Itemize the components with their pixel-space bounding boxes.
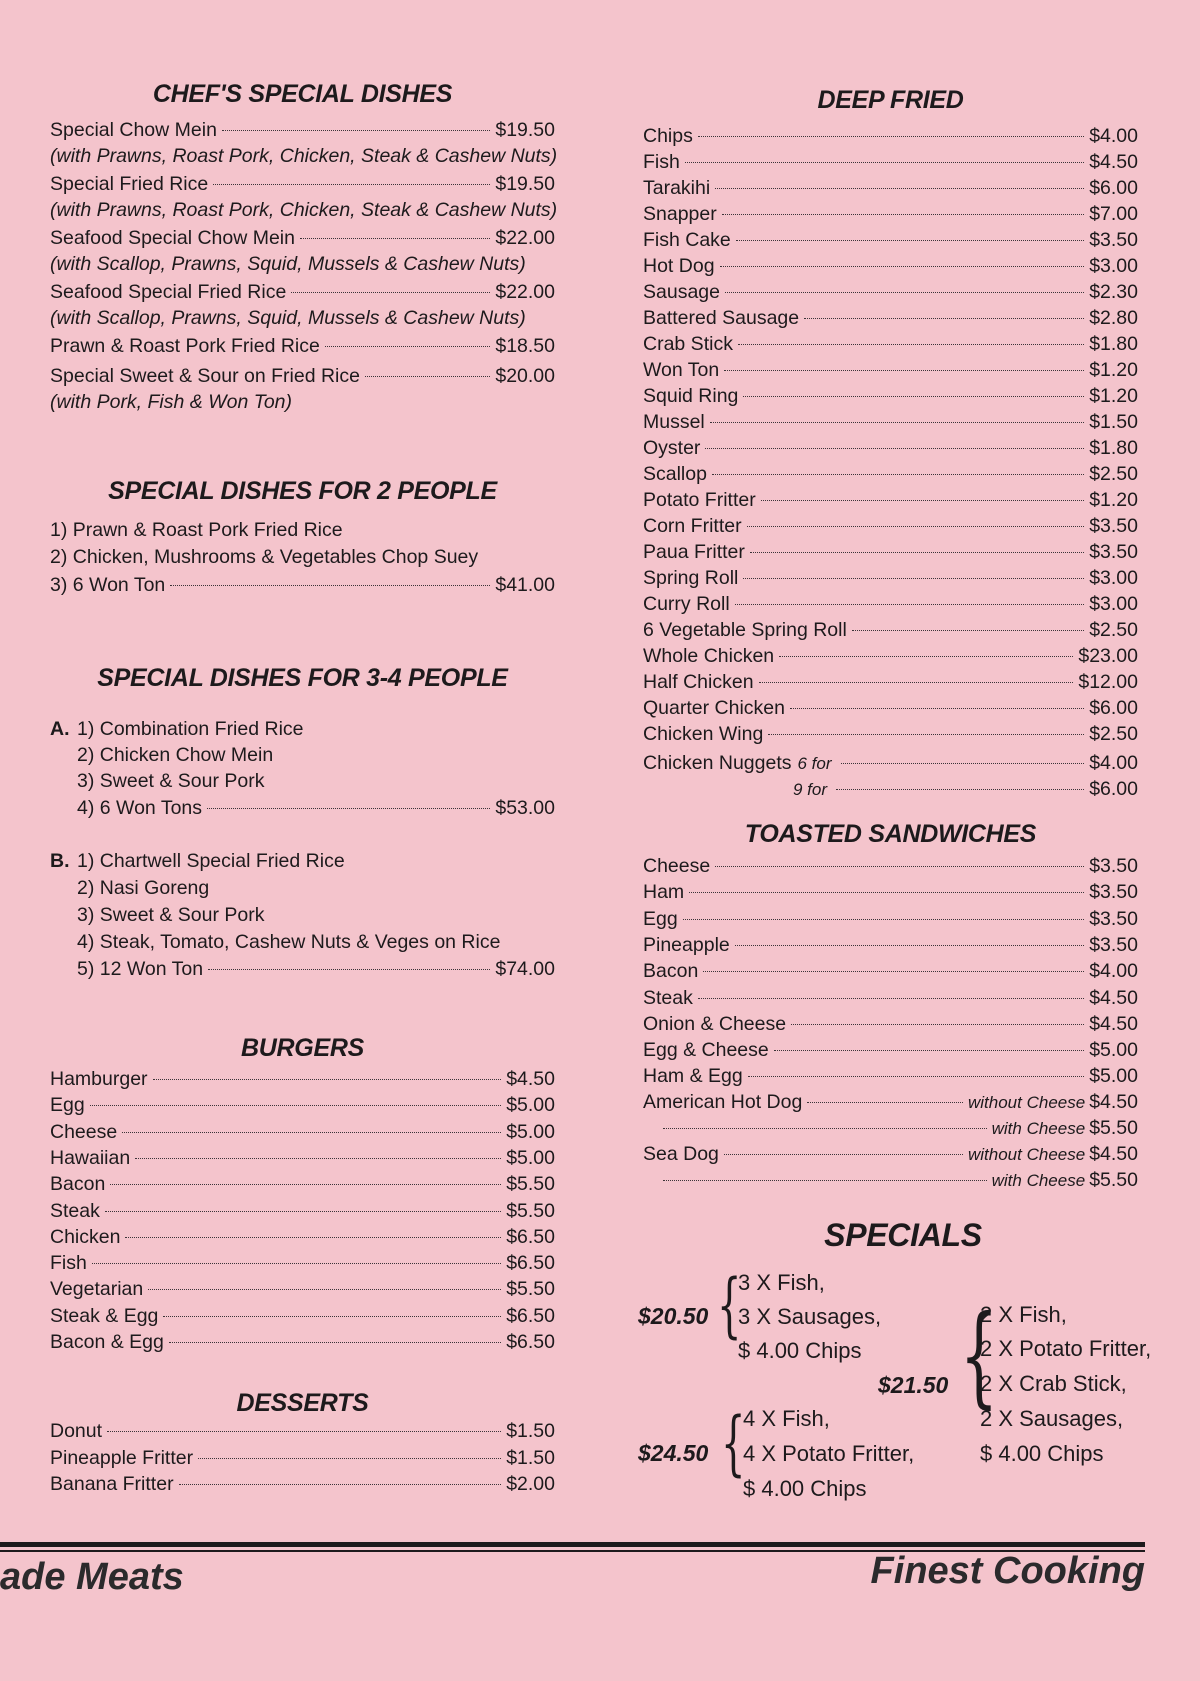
option-b-price: $74.00 (495, 958, 555, 980)
item-name: Steak (50, 1199, 100, 1222)
menu-row (50, 1147, 555, 1171)
leader-dots (125, 1237, 501, 1238)
menu-row (643, 645, 1138, 669)
leader-dots (710, 422, 1084, 423)
menu-row (643, 619, 1138, 643)
menu-row (643, 960, 1138, 984)
item-price: $6.50 (506, 1225, 555, 1248)
option-a-line-4: 4) 6 Won Tons (77, 797, 203, 819)
sea-dog-name: Sea Dog (643, 1143, 719, 1165)
option-b-line-3: 3) Sweet & Sour Pork (77, 904, 265, 926)
two-people-price: $41.00 (495, 574, 555, 596)
special-1-price: $20.50 (638, 1303, 709, 1329)
american-hot-dog-row-2 (663, 1117, 1138, 1141)
menu-row (50, 281, 555, 305)
leader-dots (790, 708, 1084, 709)
item-price: $1.50 (506, 1420, 555, 1442)
item-price: $5.00 (506, 1094, 555, 1117)
item-price: $22.00 (495, 281, 555, 303)
item-price: $6.50 (506, 1304, 555, 1327)
menu-row (50, 1252, 555, 1276)
item-price: $4.50 (1089, 151, 1138, 173)
item-price: $2.80 (1089, 307, 1138, 329)
menu-row (643, 593, 1138, 617)
item-name: Pineapple Fritter (50, 1446, 194, 1469)
item-description: (with Scallop, Prawns, Squid, Mussels & Cashew Nuts) (50, 253, 526, 275)
option-a-label: A. (50, 718, 70, 740)
item-name: Spring Roll (643, 567, 739, 589)
item-name: Hamburger (50, 1068, 148, 1090)
item-name: Chicken Wing (643, 723, 764, 745)
item-price: $5.50 (506, 1199, 555, 1222)
special-2-line-1: 2 X Fish, (980, 1302, 1067, 1327)
deep-fried-title: DEEP FRIED (817, 86, 964, 114)
option-b-last-row (77, 958, 555, 982)
item-description: (with Prawns, Roast Pork, Chicken, Steak & Cashew Nuts) (50, 145, 558, 167)
option-a-price: $53.00 (495, 797, 555, 819)
american-hot-dog-row-1 (643, 1091, 1138, 1115)
item-price: $5.00 (1089, 1039, 1138, 1062)
leader-dots (698, 998, 1084, 999)
menu-row (50, 119, 555, 143)
item-name: Bacon & Egg (50, 1331, 164, 1353)
leader-dots (163, 1316, 501, 1317)
two-people-title: SPECIAL DISHES FOR 2 PEOPLE (108, 477, 497, 505)
menu-row (643, 489, 1138, 513)
menu-row (643, 151, 1138, 175)
menu-row (50, 1305, 555, 1329)
item-price: $5.50 (506, 1173, 555, 1196)
menu-row (643, 255, 1138, 279)
item-name: Whole Chicken (643, 645, 775, 667)
desserts-title: DESSERTS (236, 1389, 369, 1417)
item-price: $3.50 (1089, 933, 1138, 956)
item-name: Snapper (643, 203, 717, 225)
menu-row (643, 307, 1138, 331)
item-name: Cheese (643, 855, 711, 877)
leader-dots (724, 1154, 963, 1155)
sea-dog-row-1 (643, 1143, 1138, 1167)
option-b-line-5: 5) 12 Won Ton (77, 958, 204, 980)
item-price: $2.00 (506, 1473, 555, 1495)
hot-dog-price-1: $4.50 (1089, 1091, 1138, 1113)
item-name: Donut (50, 1420, 103, 1442)
hot-dog-price-2: $5.50 (1089, 1117, 1138, 1139)
item-price: $5.00 (1089, 1065, 1138, 1088)
leader-dots (365, 376, 490, 377)
item-name: Hot Dog (643, 255, 715, 277)
footer-right-slogan: Finest Cooking (870, 1550, 1145, 1592)
leader-dots (170, 585, 490, 586)
leader-dots (836, 789, 1084, 790)
leader-dots (698, 136, 1084, 137)
item-name: Steak (643, 986, 693, 1009)
leader-dots (779, 656, 1073, 657)
leader-dots (685, 162, 1084, 163)
option-b-line-4: 4) Steak, Tomato, Cashew Nuts & Veges on Rice (77, 931, 501, 953)
item-name: Hawaiian (50, 1146, 131, 1169)
menu-row (643, 437, 1138, 461)
item-name: Egg (643, 907, 678, 930)
leader-dots (105, 1211, 501, 1212)
leader-dots (715, 866, 1084, 867)
menu-row (50, 1068, 555, 1092)
two-people-line-2: 2) Chicken, Mushrooms & Vegetables Chop Suey (50, 546, 479, 568)
special-1-brace: { (717, 1264, 742, 1346)
item-name: Special Sweet & Sour on Fried Rice (50, 365, 360, 387)
item-price: $3.50 (1089, 855, 1138, 877)
leader-dots (725, 292, 1084, 293)
menu-row (643, 359, 1138, 383)
leader-dots (791, 1024, 1084, 1025)
menu-row (643, 855, 1138, 879)
item-price: $1.20 (1089, 359, 1138, 381)
menu-row (643, 177, 1138, 201)
two-people-last-row (50, 574, 555, 598)
footer-rule (0, 1542, 1145, 1547)
leader-dots (169, 1342, 501, 1343)
special-3-line-3: $ 4.00 Chips (743, 1476, 867, 1501)
item-name: Squid Ring (643, 385, 739, 407)
leader-dots (743, 396, 1084, 397)
item-price: $3.50 (1089, 229, 1138, 251)
leader-dots (715, 188, 1084, 189)
option-a-line-1: 1) Combination Fried Rice (77, 718, 304, 740)
nuggets-note-1: 6 for (797, 754, 832, 773)
leader-dots (759, 682, 1074, 683)
item-price: $4.00 (1089, 960, 1138, 983)
sea-dog-row-2 (663, 1169, 1138, 1193)
item-price: $4.50 (506, 1068, 555, 1090)
leader-dots (738, 344, 1084, 345)
leader-dots (92, 1263, 501, 1264)
leader-dots (736, 240, 1084, 241)
special-2-line-2: 2 X Potato Fritter, (980, 1336, 1152, 1361)
item-name: Fish Cake (643, 229, 731, 251)
item-price: $4.50 (1089, 986, 1138, 1009)
item-name: Won Ton (643, 359, 720, 381)
leader-dots (107, 1431, 501, 1432)
menu-row (50, 335, 555, 359)
item-price: $23.00 (1078, 645, 1138, 667)
item-name: Crab Stick (643, 333, 733, 355)
item-price: $5.00 (506, 1146, 555, 1169)
leader-dots (663, 1180, 987, 1181)
leader-dots (735, 604, 1085, 605)
item-price: $3.50 (1089, 541, 1138, 563)
item-price: $4.50 (1089, 1012, 1138, 1035)
leader-dots (807, 1102, 963, 1103)
leader-dots (747, 526, 1085, 527)
leader-dots (720, 266, 1085, 267)
leader-dots (325, 346, 491, 347)
item-name: Cheese (50, 1120, 118, 1143)
special-2-line-3: 2 X Crab Stick, (980, 1371, 1127, 1396)
item-price: $3.00 (1089, 593, 1138, 615)
item-price: $3.00 (1089, 567, 1138, 589)
american-hot-dog-name: American Hot Dog (643, 1091, 803, 1113)
item-name: Tarakihi (643, 177, 711, 199)
item-name: Seafood Special Chow Mein (50, 227, 295, 249)
special-3-line-2: 4 X Potato Fritter, (743, 1441, 915, 1466)
item-name: Fish (643, 151, 680, 173)
special-2-line-5: $ 4.00 Chips (980, 1441, 1104, 1466)
item-description: (with Scallop, Prawns, Squid, Mussels & Cashew Nuts) (50, 307, 526, 329)
item-name: Egg (50, 1094, 85, 1117)
burgers-title: BURGERS (241, 1034, 364, 1062)
item-description: (with Prawns, Roast Pork, Chicken, Steak & Cashew Nuts) (50, 199, 558, 221)
item-name: Vegetarian (50, 1278, 144, 1301)
item-price: $4.00 (1089, 125, 1138, 147)
menu-row (643, 203, 1138, 227)
menu-row (643, 463, 1138, 487)
item-name: Quarter Chicken (643, 697, 785, 719)
special-2-price: $21.50 (878, 1372, 949, 1398)
menu-row (643, 411, 1138, 435)
item-name: Ham (643, 881, 685, 904)
toasted-sandwiches-title: TOASTED SANDWICHES (744, 820, 1037, 848)
leader-dots (198, 1458, 501, 1459)
item-name: Battered Sausage (643, 307, 800, 329)
item-price: $12.00 (1078, 671, 1138, 693)
leader-dots (179, 1484, 502, 1485)
option-a-line-2: 2) Chicken Chow Mein (77, 744, 274, 766)
leader-dots (703, 971, 1084, 972)
special-3-brace: { (721, 1402, 746, 1484)
sea-dog-price-2: $5.50 (1089, 1169, 1138, 1191)
nuggets-price-1: $4.00 (1089, 752, 1138, 774)
item-name: Half Chicken (643, 671, 754, 693)
item-price: $1.80 (1089, 437, 1138, 459)
item-price: $2.50 (1089, 619, 1138, 641)
menu-row (643, 934, 1138, 958)
item-name: Banana Fritter (50, 1473, 174, 1495)
item-price: $6.00 (1089, 697, 1138, 719)
item-price: $22.00 (495, 227, 555, 249)
menu-row (643, 541, 1138, 565)
special-3-price: $24.50 (638, 1440, 709, 1466)
item-price: $6.50 (506, 1252, 555, 1275)
item-price: $6.00 (1089, 177, 1138, 199)
leader-dots (90, 1105, 501, 1106)
menu-row (643, 333, 1138, 357)
leader-dots (663, 1128, 987, 1129)
item-name: Seafood Special Fried Rice (50, 281, 287, 303)
two-people-line-1: 1) Prawn & Roast Pork Fried Rice (50, 519, 343, 541)
leader-dots (222, 130, 490, 131)
special-1-line-2: 3 X Sausages, (738, 1304, 882, 1329)
special-1-line-3: $ 4.00 Chips (738, 1338, 862, 1363)
sea-dog-note-2: with Cheese (991, 1171, 1086, 1190)
menu-row (643, 1065, 1138, 1089)
menu-row (50, 1331, 555, 1355)
menu-row (50, 1173, 555, 1197)
item-price: $3.50 (1089, 907, 1138, 930)
menu-row (50, 365, 555, 389)
menu-row (643, 723, 1138, 747)
chicken-nuggets-row-2 (793, 778, 1138, 802)
item-name: Potato Fritter (643, 489, 756, 511)
leader-dots (724, 370, 1084, 371)
menu-row (50, 1094, 555, 1118)
menu-row (643, 385, 1138, 409)
menu-row (643, 697, 1138, 721)
item-name: Prawn & Roast Pork Fried Rice (50, 335, 320, 357)
item-price: $19.50 (495, 173, 555, 195)
leader-dots (750, 552, 1084, 553)
leader-dots (735, 945, 1084, 946)
item-name: Special Chow Mein (50, 119, 217, 141)
item-price: $5.00 (506, 1120, 555, 1143)
chefs-special-title: CHEF'S SPECIAL DISHES (152, 80, 453, 108)
item-price: $1.20 (1089, 489, 1138, 511)
option-a-last-row (77, 797, 555, 821)
leader-dots (712, 474, 1084, 475)
option-b-line-1: 1) Chartwell Special Fried Rice (77, 850, 345, 872)
menu-row (643, 515, 1138, 539)
item-name: Sausage (643, 281, 720, 303)
item-name: Ham & Egg (643, 1065, 743, 1088)
item-price: $1.80 (1089, 333, 1138, 355)
leader-dots (689, 892, 1084, 893)
special-2-brace: { (959, 1291, 999, 1419)
item-price: $18.50 (495, 335, 555, 357)
special-2-line-4: 2 X Sausages, (980, 1406, 1124, 1431)
chicken-nuggets-row-1 (643, 752, 1138, 776)
item-price: $2.50 (1089, 463, 1138, 485)
item-description: (with Pork, Fish & Won Ton) (50, 391, 293, 413)
menu-row (50, 1473, 555, 1497)
item-name: Corn Fritter (643, 515, 742, 537)
leader-dots (774, 1050, 1084, 1051)
item-price: $3.50 (1089, 515, 1138, 537)
item-name: Curry Roll (643, 593, 730, 615)
item-name: Mussel (643, 411, 705, 433)
menu-row (50, 173, 555, 197)
sea-dog-price-1: $4.50 (1089, 1143, 1138, 1165)
item-price: $3.50 (1089, 881, 1138, 904)
item-price: $3.00 (1089, 255, 1138, 277)
leader-dots (148, 1289, 501, 1290)
item-name: Special Fried Rice (50, 173, 209, 195)
menu-row (643, 1039, 1138, 1063)
item-name: Steak & Egg (50, 1304, 159, 1327)
leader-dots (153, 1079, 502, 1080)
menu-row (643, 567, 1138, 591)
menu-row (643, 125, 1138, 149)
leader-dots (122, 1132, 501, 1133)
menu-row (50, 1420, 555, 1444)
menu-row (50, 1447, 555, 1471)
leader-dots (683, 919, 1084, 920)
item-name: Pineapple (643, 933, 730, 956)
item-name: Chips (643, 125, 693, 147)
leader-dots (722, 214, 1084, 215)
menu-row (50, 1200, 555, 1224)
leader-dots (300, 238, 490, 239)
hot-dog-note-1: without Cheese (968, 1093, 1086, 1112)
item-price: $20.00 (495, 365, 555, 387)
item-name: Chicken (50, 1225, 121, 1248)
two-people-line-3: 3) 6 Won Ton (50, 574, 166, 596)
leader-dots (804, 318, 1084, 319)
item-name: Bacon (643, 960, 699, 983)
item-name: Bacon (50, 1173, 106, 1196)
special-1-line-1: 3 X Fish, (738, 1270, 825, 1295)
leader-dots (705, 448, 1084, 449)
special-3-line-1: 4 X Fish, (743, 1406, 830, 1431)
leader-dots (213, 184, 490, 185)
item-price: $2.50 (1089, 723, 1138, 745)
item-name: Egg & Cheese (643, 1039, 769, 1062)
item-price: $1.50 (506, 1446, 555, 1469)
menu-row (643, 1013, 1138, 1037)
leader-dots (761, 500, 1084, 501)
menu-row (643, 229, 1138, 253)
three-four-people-title: SPECIAL DISHES FOR 3-4 PEOPLE (97, 664, 508, 692)
item-price: $7.00 (1089, 203, 1138, 225)
leader-dots (110, 1184, 501, 1185)
menu-row (50, 227, 555, 251)
menu-row (643, 671, 1138, 695)
leader-dots (768, 734, 1084, 735)
sea-dog-note-1: without Cheese (968, 1145, 1086, 1164)
nuggets-note-2: 9 for (793, 780, 828, 799)
item-name: Paua Fritter (643, 541, 745, 563)
hot-dog-note-2: with Cheese (991, 1119, 1086, 1138)
menu-row (643, 281, 1138, 305)
option-b-line-2: 2) Nasi Goreng (77, 877, 210, 899)
leader-dots (135, 1158, 501, 1159)
menu-row (643, 908, 1138, 932)
menu-row (50, 1121, 555, 1145)
item-name: 6 Vegetable Spring Roll (643, 619, 847, 641)
menu-row (50, 1226, 555, 1250)
item-name: Scallop (643, 463, 707, 485)
footer-left-slogan: ade Meats (0, 1556, 184, 1598)
item-price: $6.50 (506, 1331, 555, 1353)
item-price: $1.20 (1089, 385, 1138, 407)
chicken-nuggets-name: Chicken Nuggets (643, 752, 792, 774)
item-name: Onion & Cheese (643, 1012, 787, 1035)
nuggets-price-2: $6.00 (1089, 778, 1138, 800)
menu-row (643, 987, 1138, 1011)
leader-dots (743, 578, 1084, 579)
leader-dots (841, 763, 1085, 764)
item-price: $1.50 (1089, 411, 1138, 433)
item-name: Fish (50, 1252, 87, 1275)
item-price: $2.30 (1089, 281, 1138, 303)
leader-dots (748, 1076, 1084, 1077)
leader-dots (208, 969, 490, 970)
leader-dots (207, 808, 490, 809)
leader-dots (852, 630, 1084, 631)
option-a-line-3: 3) Sweet & Sour Pork (77, 770, 265, 792)
leader-dots (291, 292, 490, 293)
item-price: $5.50 (506, 1278, 555, 1301)
item-name: Oyster (643, 437, 701, 459)
specials-title: SPECIALS (824, 1217, 982, 1253)
menu-row (643, 881, 1138, 905)
option-b-label: B. (50, 850, 70, 872)
item-price: $19.50 (495, 119, 555, 141)
menu-row (50, 1278, 555, 1302)
